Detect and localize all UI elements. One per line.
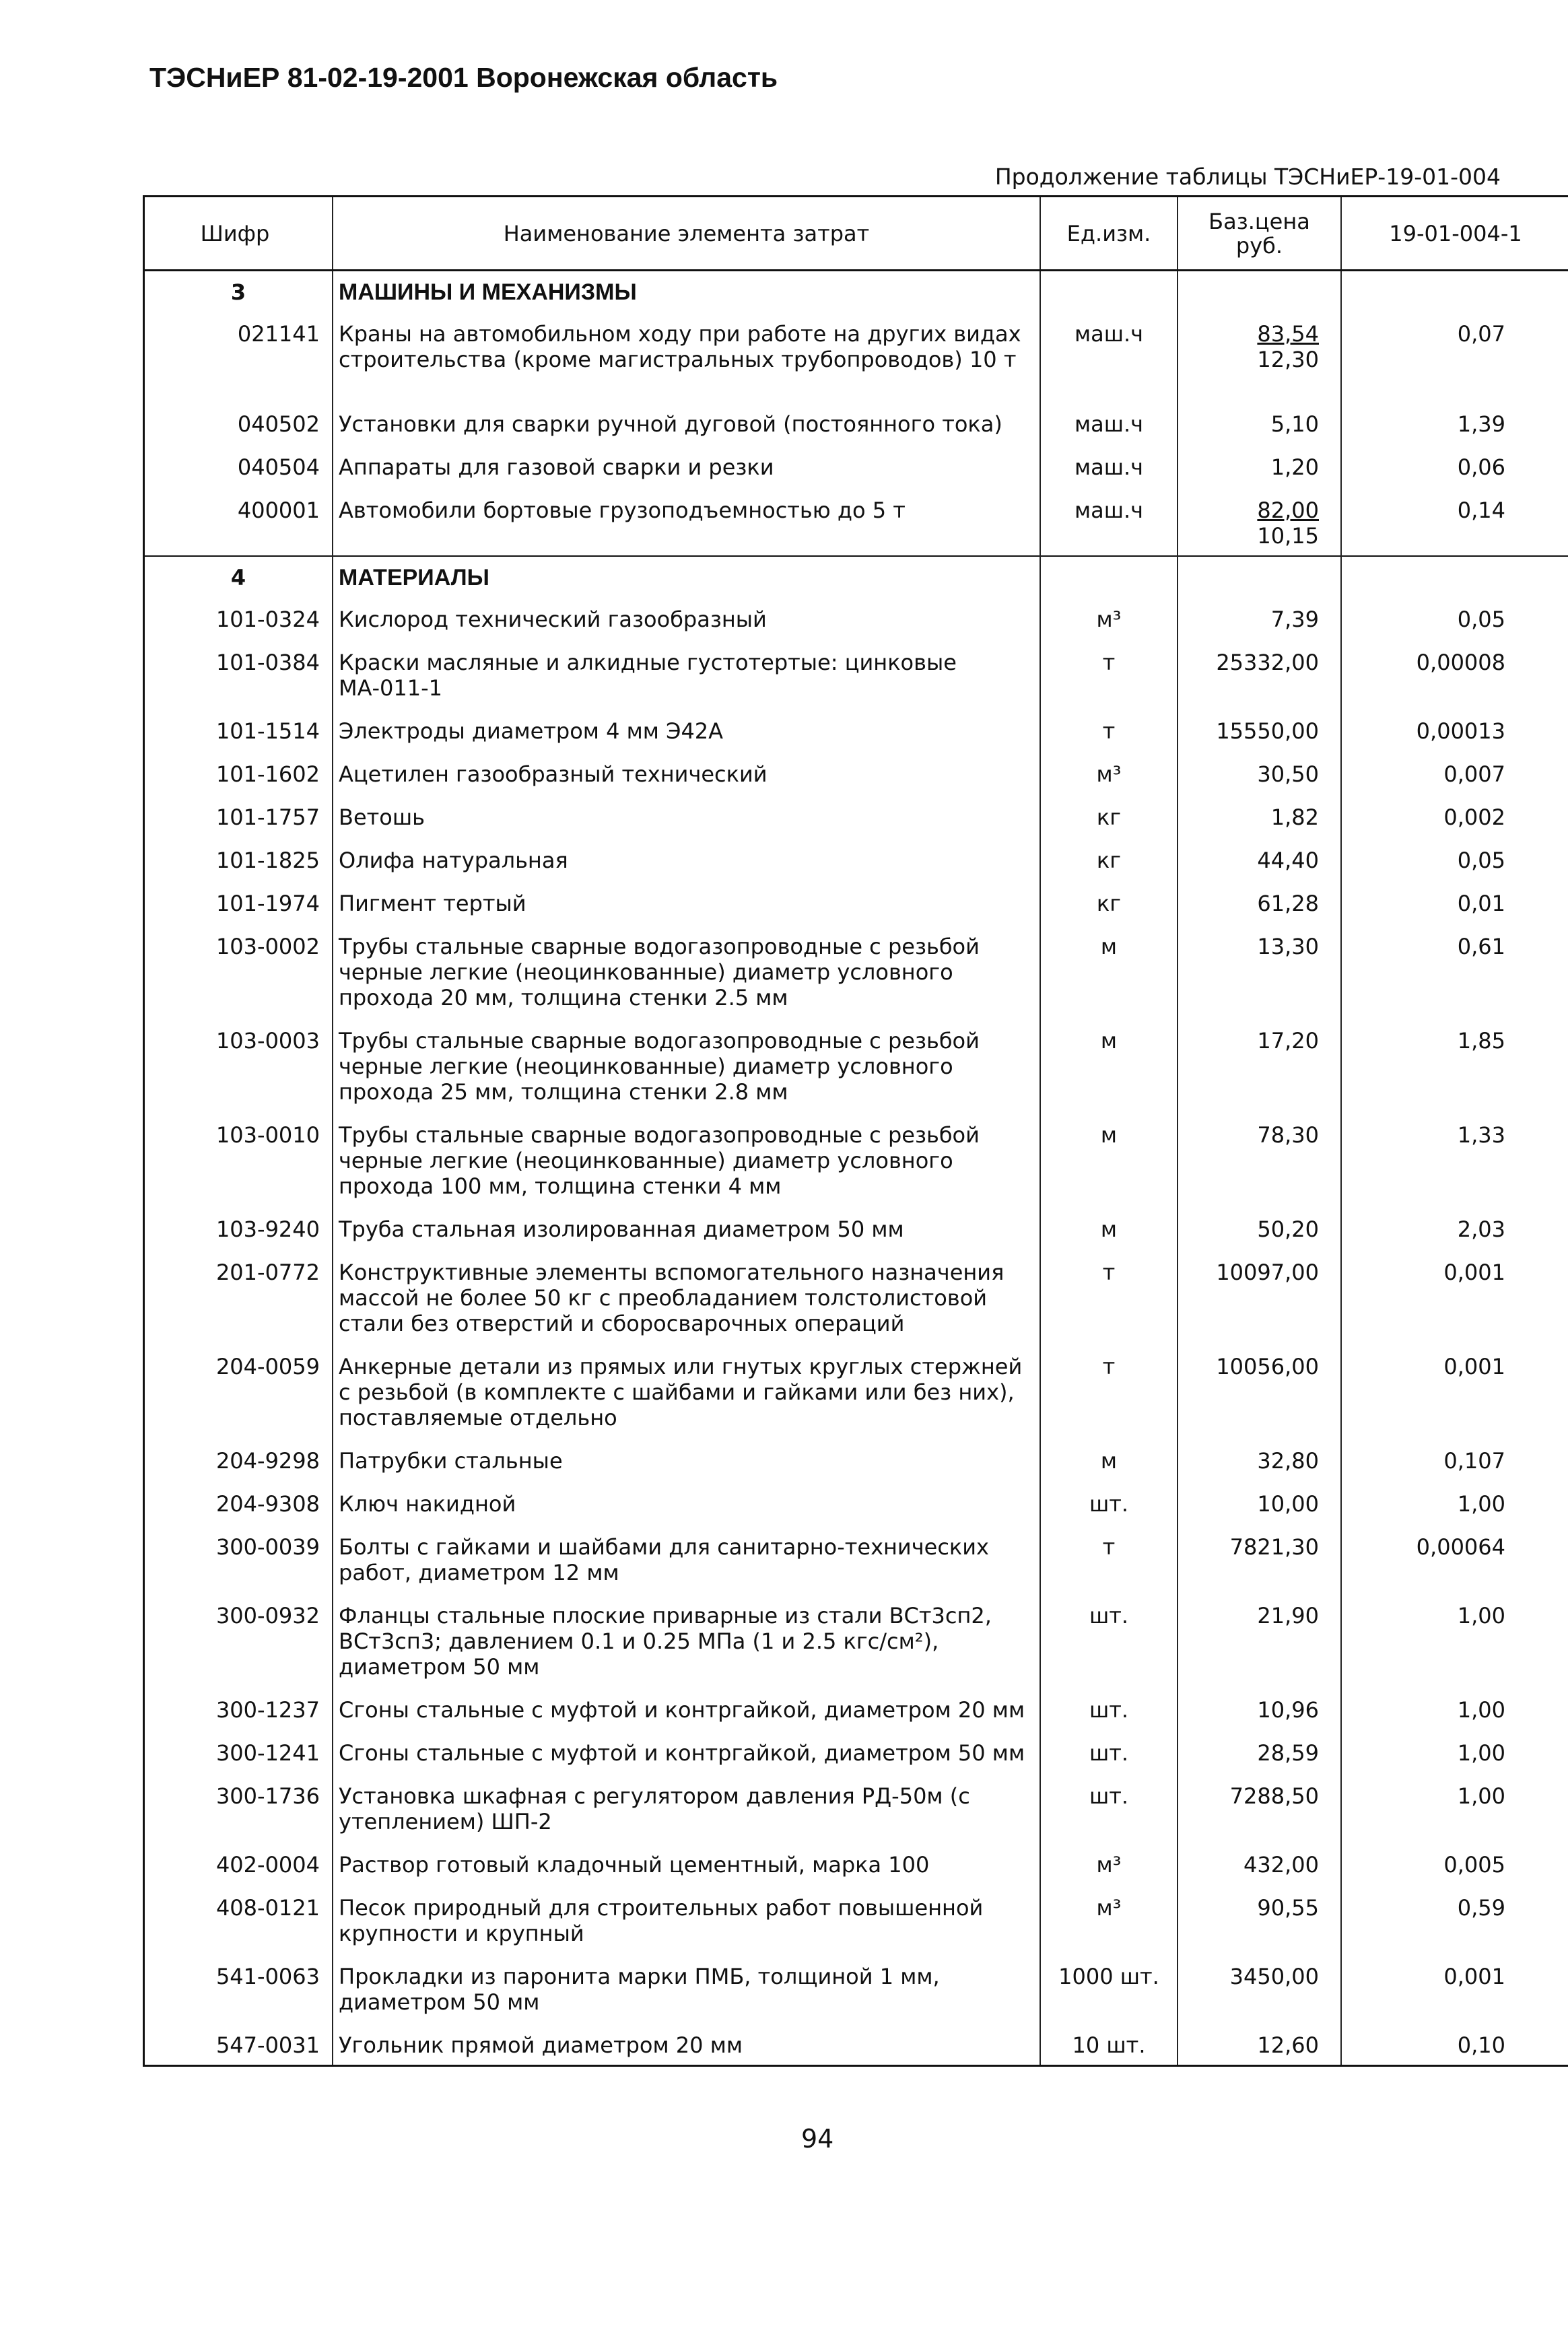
norm-cell: 0,007: [1341, 751, 1568, 794]
section-header-row: [144, 271, 1568, 311]
table-row: [144, 310, 1568, 379]
norm-cell: 0,00013: [1341, 708, 1568, 751]
name-cell: Пигмент тертый: [333, 880, 1040, 923]
price-value: 10056,00: [1216, 1354, 1319, 1379]
name-cell: Раствор готовый кладочный цементный, марка 100: [333, 1841, 1040, 1884]
price-cell: [1178, 1249, 1341, 1343]
empty-cell: [1341, 271, 1568, 311]
empty-cell: [333, 379, 1040, 401]
price-cell: [1178, 1884, 1341, 1953]
name-cell: Краски масляные и алкидные густотертые: цинковые МА-011-1: [333, 639, 1040, 708]
section-number: 4: [144, 556, 333, 596]
unit-cell: маш.ч: [1040, 487, 1178, 556]
unit-cell: маш.ч: [1040, 444, 1178, 487]
empty-cell: [1178, 271, 1341, 311]
name-cell: Сгоны стальные с муфтой и контргайкой, диаметром 20 мм: [333, 1686, 1040, 1729]
price-cell: [1178, 794, 1341, 837]
price-value: 50,20: [1257, 1216, 1319, 1242]
price-value: 83,54: [1257, 321, 1319, 347]
column-header-price: [1178, 197, 1341, 271]
norm-cell: 0,001: [1341, 1249, 1568, 1343]
name-cell: Ветошь: [333, 794, 1040, 837]
norm-cell: 0,107: [1341, 1437, 1568, 1480]
code-cell: 300-0039: [215, 1534, 320, 1560]
table-row: [144, 1523, 1568, 1592]
price-cell: [1178, 444, 1341, 487]
price-value: 1,20: [1270, 454, 1319, 480]
table-row: [144, 487, 1568, 556]
price-value: 432,00: [1243, 1852, 1319, 1878]
table-row: [144, 1249, 1568, 1343]
price-value: 82,00: [1257, 497, 1319, 523]
unit-cell: м³: [1040, 1841, 1178, 1884]
price-cell: [1178, 1343, 1341, 1437]
code-cell: 204-9308: [215, 1491, 320, 1517]
norm-cell: 0,002: [1341, 794, 1568, 837]
name-cell: Трубы стальные сварные водогазопроводные с резьбой черные легкие (неоцинкованные) диаметр условного прохода 20 мм, толщина стенки 2.5 мм: [333, 923, 1040, 1017]
name-cell: Ацетилен газообразный технический: [333, 751, 1040, 794]
table-row: [144, 837, 1568, 880]
table-row: [144, 1343, 1568, 1437]
empty-cell: [1178, 556, 1341, 596]
table-row: [144, 639, 1568, 708]
price-value: 44,40: [1257, 848, 1319, 873]
name-cell: Автомобили бортовые грузоподъемностью до 5 т: [333, 487, 1040, 556]
price-value: 10,00: [1257, 1491, 1319, 1517]
norm-cell: 1,85: [1341, 1017, 1568, 1111]
code-cell: 101-1514: [215, 718, 320, 744]
column-header-price-line2: руб.: [1235, 232, 1283, 259]
price-cell: [1178, 596, 1341, 639]
code-cell: 103-0010: [215, 1122, 320, 1148]
code-cell: 408-0121: [215, 1895, 320, 1921]
price-value: 1,82: [1270, 804, 1319, 830]
unit-cell: м: [1040, 1111, 1178, 1206]
price-cell: [1178, 1111, 1341, 1206]
norm-cell: 0,01: [1341, 880, 1568, 923]
table-row: [144, 1841, 1568, 1884]
unit-cell: 1000 шт.: [1040, 1953, 1178, 2022]
code-cell: 400001: [237, 497, 320, 523]
price-value-secondary: 10,15: [1257, 523, 1319, 549]
table-row: [144, 1017, 1568, 1111]
code-cell: 103-0002: [215, 934, 320, 959]
name-cell: Краны на автомобильном ходу при работе на других видах строительства (кроме магистральных трубопроводов) 10 т: [333, 310, 1040, 379]
resource-table: [143, 195, 1568, 2067]
name-cell: Болты с гайками и шайбами для санитарно-технических работ, диаметром 12 мм: [333, 1523, 1040, 1592]
price-value: 21,90: [1257, 1603, 1319, 1628]
code-cell: 541-0063: [215, 1964, 320, 1989]
unit-cell: м: [1040, 1017, 1178, 1111]
price-value: 5,10: [1270, 411, 1319, 437]
table-row: [144, 1111, 1568, 1206]
name-cell: Установки для сварки ручной дуговой (постоянного тока): [333, 401, 1040, 444]
table-row: [144, 1206, 1568, 1249]
table-row: [144, 1480, 1568, 1523]
norm-cell: 0,00008: [1341, 639, 1568, 708]
norm-cell: 1,00: [1341, 1592, 1568, 1686]
norm-cell: 0,05: [1341, 837, 1568, 880]
name-cell: Электроды диаметром 4 мм Э42А: [333, 708, 1040, 751]
name-cell: Прокладки из паронита марки ПМБ, толщиной 1 мм, диаметром 50 мм: [333, 1953, 1040, 2022]
table-row: [144, 2022, 1568, 2066]
unit-cell: кг: [1040, 880, 1178, 923]
price-cell: [1178, 2022, 1341, 2066]
document-title: ТЭСНиЕР 81-02-19-2001 Воронежская область: [149, 62, 778, 93]
code-cell: 402-0004: [215, 1852, 320, 1878]
norm-cell: 0,10: [1341, 2022, 1568, 2066]
code-cell: 101-1602: [215, 761, 320, 787]
code-cell: 101-1757: [215, 804, 320, 830]
code-cell: 300-1736: [215, 1783, 320, 1809]
norm-cell: 0,001: [1341, 1953, 1568, 2022]
code-cell: 101-0324: [215, 607, 320, 632]
column-header-unit: Ед.изм.: [1040, 197, 1178, 271]
code-cell: 300-0932: [215, 1603, 320, 1628]
price-cell: [1178, 1953, 1341, 2022]
norm-cell: 2,03: [1341, 1206, 1568, 1249]
unit-cell: м³: [1040, 1884, 1178, 1953]
name-cell: Установка шкафная с регулятором давления РД-50м (с утеплением) ШП-2: [333, 1773, 1040, 1841]
name-cell: Фланцы стальные плоские приварные из стали ВСт3сп2, ВСт3сп3; давлением 0.1 и 0.25 МПа (1 и 2.5 кгс/см²), диаметром 50 мм: [333, 1592, 1040, 1686]
column-header-code: Шифр: [144, 197, 333, 271]
page-number: 94: [801, 2124, 834, 2154]
unit-cell: кг: [1040, 794, 1178, 837]
price-value: 28,59: [1257, 1740, 1319, 1766]
section-title: МАШИНЫ И МЕХАНИЗМЫ: [333, 271, 1040, 311]
price-cell: [1178, 708, 1341, 751]
empty-cell: [144, 379, 333, 401]
table-continuation-caption: Продолжение таблицы ТЭСНиЕР-19-01-004: [994, 164, 1501, 190]
code-cell: 021141: [237, 321, 320, 347]
price-value: 15550,00: [1216, 718, 1319, 744]
price-cell: [1178, 751, 1341, 794]
code-cell: 101-1825: [215, 848, 320, 873]
section-title: МАТЕРИАЛЫ: [333, 556, 1040, 596]
price-value-secondary: 12,30: [1257, 347, 1319, 372]
unit-cell: маш.ч: [1040, 310, 1178, 379]
table-row: [144, 794, 1568, 837]
norm-cell: 0,005: [1341, 1841, 1568, 1884]
price-value: 7,39: [1270, 607, 1319, 632]
norm-cell: 0,001: [1341, 1343, 1568, 1437]
price-cell: [1178, 1729, 1341, 1773]
table-row: [144, 444, 1568, 487]
price-cell: [1178, 1523, 1341, 1592]
unit-cell: шт.: [1040, 1480, 1178, 1523]
unit-cell: т: [1040, 1523, 1178, 1592]
unit-cell: шт.: [1040, 1729, 1178, 1773]
code-cell: 101-0384: [215, 650, 320, 675]
empty-cell: [1178, 379, 1341, 401]
norm-cell: 0,61: [1341, 923, 1568, 1017]
norm-cell: 0,59: [1341, 1884, 1568, 1953]
price-value: 32,80: [1257, 1448, 1319, 1474]
code-cell: 040502: [237, 411, 320, 437]
code-cell: 204-0059: [215, 1354, 320, 1379]
price-cell: [1178, 639, 1341, 708]
section-header-row: [144, 556, 1568, 596]
column-header-name: Наименование элемента затрат: [333, 197, 1040, 271]
code-cell: 547-0031: [215, 2032, 320, 2058]
price-cell: [1178, 1592, 1341, 1686]
unit-cell: 10 шт.: [1040, 2022, 1178, 2066]
price-cell: [1178, 310, 1341, 379]
table-row: [144, 708, 1568, 751]
price-value: 30,50: [1257, 761, 1319, 787]
unit-cell: м: [1040, 1437, 1178, 1480]
empty-cell: [1040, 379, 1178, 401]
price-cell: [1178, 1437, 1341, 1480]
unit-cell: кг: [1040, 837, 1178, 880]
price-cell: [1178, 1773, 1341, 1841]
empty-cell: [1341, 556, 1568, 596]
table-body: [144, 271, 1568, 2066]
price-value: 3450,00: [1229, 1964, 1319, 1989]
name-cell: Кислород технический газообразный: [333, 596, 1040, 639]
empty-cell: [1040, 271, 1178, 311]
price-value: 13,30: [1257, 934, 1319, 959]
empty-cell: [1341, 379, 1568, 401]
table-row: [144, 880, 1568, 923]
unit-cell: м: [1040, 923, 1178, 1017]
price-value: 7288,50: [1229, 1783, 1319, 1809]
table-row: [144, 1592, 1568, 1686]
norm-cell: 0,14: [1341, 487, 1568, 556]
code-cell: 300-1241: [215, 1740, 320, 1766]
column-header-price-line1: Баз.цена: [1208, 208, 1310, 234]
price-value: 17,20: [1257, 1028, 1319, 1054]
name-cell: Ключ накидной: [333, 1480, 1040, 1523]
norm-cell: 0,00064: [1341, 1523, 1568, 1592]
norm-cell: 0,07: [1341, 310, 1568, 379]
name-cell: Угольник прямой диаметром 20 мм: [333, 2022, 1040, 2066]
name-cell: Трубы стальные сварные водогазопроводные с резьбой черные легкие (неоцинкованные) диаметр условного прохода 100 мм, толщина стенки 4 мм: [333, 1111, 1040, 1206]
price-cell: [1178, 401, 1341, 444]
name-cell: Патрубки стальные: [333, 1437, 1040, 1480]
price-cell: [1178, 1206, 1341, 1249]
name-cell: Конструктивные элементы вспомогательного назначения массой не более 50 кг с преобладанием толстолистовой стали без отверстий и сборосварочных операций: [333, 1249, 1040, 1343]
name-cell: Олифа натуральная: [333, 837, 1040, 880]
price-cell: [1178, 837, 1341, 880]
table-row: [144, 751, 1568, 794]
name-cell: Сгоны стальные с муфтой и контргайкой, диаметром 50 мм: [333, 1729, 1040, 1773]
name-cell: Песок природный для строительных работ повышенной крупности и крупный: [333, 1884, 1040, 1953]
price-value: 90,55: [1257, 1895, 1319, 1921]
code-cell: 300-1237: [215, 1697, 320, 1723]
price-cell: [1178, 1686, 1341, 1729]
code-cell: 103-9240: [215, 1216, 320, 1242]
code-cell: 201-0772: [215, 1260, 320, 1285]
norm-cell: 1,39: [1341, 401, 1568, 444]
section-number: 3: [230, 279, 246, 305]
code-cell: 103-0003: [215, 1028, 320, 1054]
norm-cell: 0,06: [1341, 444, 1568, 487]
unit-cell: т: [1040, 1343, 1178, 1437]
table-row: [144, 1953, 1568, 2022]
price-value: 61,28: [1257, 891, 1319, 916]
unit-cell: м³: [1040, 751, 1178, 794]
norm-cell: 1,00: [1341, 1729, 1568, 1773]
price-cell: [1178, 487, 1341, 556]
name-cell: Аппараты для газовой сварки и резки: [333, 444, 1040, 487]
code-cell: 101-1974: [215, 891, 320, 916]
price-value: 25332,00: [1216, 650, 1319, 675]
unit-cell: т: [1040, 708, 1178, 751]
unit-cell: м³: [1040, 596, 1178, 639]
price-value: 10097,00: [1216, 1260, 1319, 1285]
column-header-norm: 19-01-004-1: [1341, 197, 1568, 271]
norm-cell: 0,05: [1341, 596, 1568, 639]
norm-cell: 1,00: [1341, 1686, 1568, 1729]
table-row: [144, 1729, 1568, 1773]
unit-cell: шт.: [1040, 1592, 1178, 1686]
table-row: [144, 596, 1568, 639]
norm-cell: 1,00: [1341, 1480, 1568, 1523]
unit-cell: т: [1040, 1249, 1178, 1343]
unit-cell: маш.ч: [1040, 401, 1178, 444]
code-cell: 204-9298: [215, 1448, 320, 1474]
unit-cell: шт.: [1040, 1773, 1178, 1841]
price-cell: [1178, 1480, 1341, 1523]
unit-cell: м: [1040, 1206, 1178, 1249]
price-value: 12,60: [1257, 2032, 1319, 2058]
table-row: [144, 1686, 1568, 1729]
norm-cell: 1,00: [1341, 1773, 1568, 1841]
unit-cell: шт.: [1040, 1686, 1178, 1729]
unit-cell: т: [1040, 639, 1178, 708]
price-value: 78,30: [1257, 1122, 1319, 1148]
price-value: 7821,30: [1229, 1534, 1319, 1560]
table-row: [144, 1437, 1568, 1480]
table-row: [144, 401, 1568, 444]
spacer-row: [144, 379, 1568, 401]
name-cell: Анкерные детали из прямых или гнутых круглых стержней с резьбой (в комплекте с шайбами и гайками или без них), поставляемые отдельно: [333, 1343, 1040, 1437]
table-row: [144, 923, 1568, 1017]
name-cell: Труба стальная изолированная диаметром 50 мм: [333, 1206, 1040, 1249]
price-cell: [1178, 880, 1341, 923]
table-header: [144, 197, 1568, 271]
code-cell: 040504: [237, 454, 320, 480]
price-cell: [1178, 923, 1341, 1017]
price-value: 10,96: [1257, 1697, 1319, 1723]
table-row: [144, 1884, 1568, 1953]
price-cell: [1178, 1841, 1341, 1884]
norm-cell: 1,33: [1341, 1111, 1568, 1206]
table-row: [144, 1773, 1568, 1841]
empty-cell: [1040, 556, 1178, 596]
name-cell: Трубы стальные сварные водогазопроводные с резьбой черные легкие (неоцинкованные) диаметр условного прохода 25 мм, толщина стенки 2.8 мм: [333, 1017, 1040, 1111]
price-cell: [1178, 1017, 1341, 1111]
